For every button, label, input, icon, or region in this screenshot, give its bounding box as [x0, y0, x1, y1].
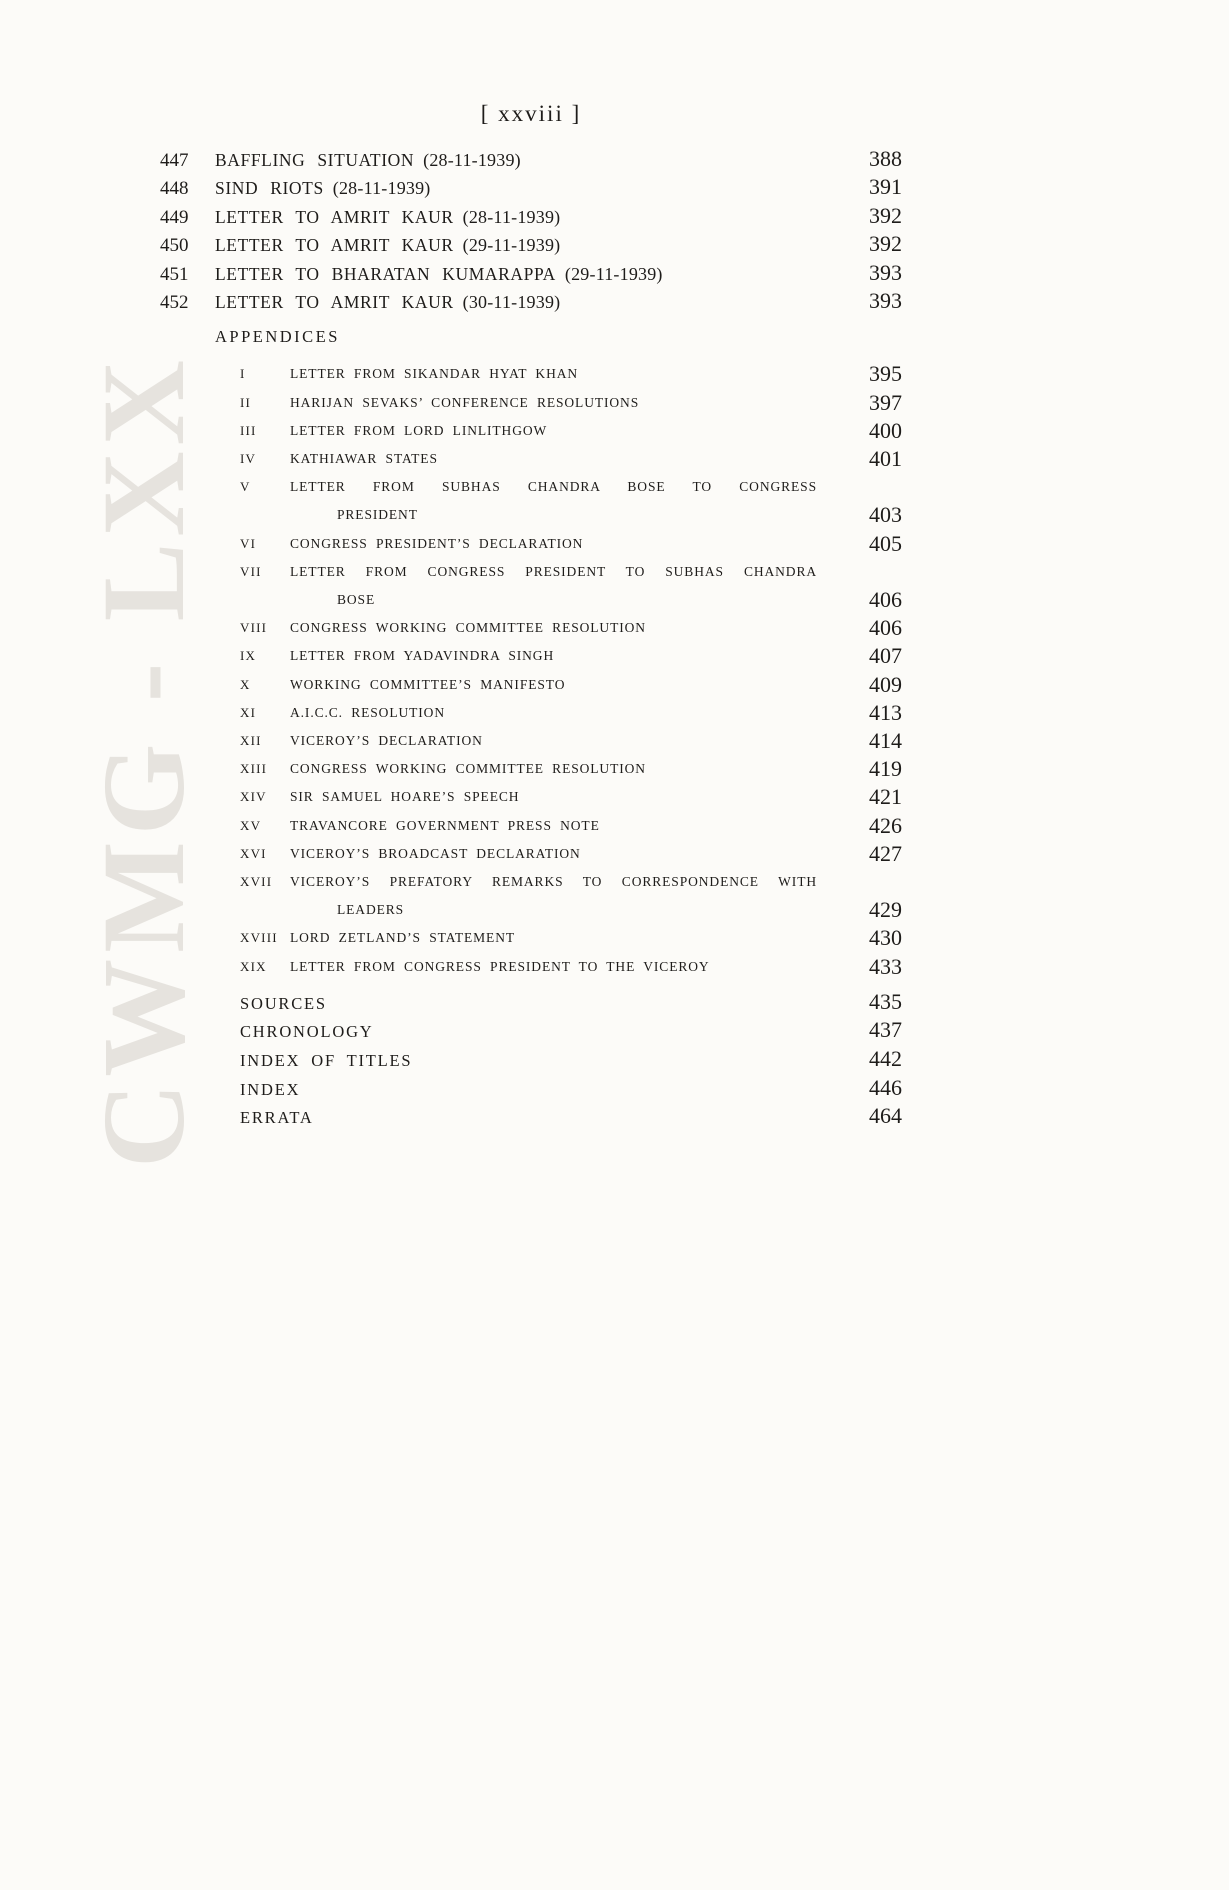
- appendix-row: [240, 417, 902, 445]
- toc-entry-row: [160, 174, 902, 203]
- appendix-page-number: 405: [869, 530, 902, 556]
- appendix-numeral: XV: [240, 817, 262, 833]
- appendix-numeral: IX: [240, 648, 257, 664]
- back-matter-page-number: 464: [869, 1103, 902, 1129]
- back-matter-title: SOURCES: [240, 993, 327, 1013]
- appendix-title-block: [290, 868, 817, 924]
- back-matter-row: [240, 1103, 902, 1132]
- appendix-title: VICEROY’S PREFATORY REMARKS TO CORRESPONDENCE WITH: [290, 874, 817, 890]
- appendix-title: LETTER FROM CONGRESS PRESIDENT TO SUBHAS CHANDRA: [290, 563, 817, 579]
- appendix-row: [240, 868, 902, 924]
- entry-date: (30-11-1939): [462, 292, 561, 313]
- toc-entry-list: [160, 146, 902, 317]
- appendix-page-number: 419: [869, 756, 902, 782]
- toc-entry-row: [160, 231, 902, 260]
- appendix-title: WORKING COMMITTEE’S MANIFESTO: [290, 676, 566, 692]
- entry-page-number: 392: [869, 202, 902, 228]
- entry-date: (28-11-1939): [462, 206, 561, 227]
- appendix-title-block: [290, 812, 817, 840]
- appendix-numeral: XI: [240, 704, 257, 720]
- appendix-numeral: XVIII: [240, 930, 278, 946]
- appendix-page-number: 430: [869, 925, 902, 951]
- appendix-numeral: XIV: [240, 789, 267, 805]
- appendix-row: [240, 783, 902, 811]
- appendix-page-number: 414: [869, 728, 902, 754]
- appendix-page-number: 406: [869, 587, 902, 613]
- entry-page-number: 388: [869, 145, 902, 171]
- appendix-title: CONGRESS WORKING COMMITTEE RESOLUTION: [290, 761, 646, 777]
- back-matter-page-number: 442: [869, 1046, 902, 1072]
- appendix-row: [240, 924, 902, 952]
- appendix-row: [240, 360, 902, 388]
- appendix-row: [240, 642, 902, 670]
- entry-page-number: 393: [869, 288, 902, 314]
- entry-date: (29-11-1939): [564, 263, 663, 284]
- appendix-title-block: [290, 360, 817, 388]
- appendix-row: [240, 473, 902, 529]
- appendix-title-block: [290, 614, 817, 642]
- appendix-numeral: XVII: [240, 874, 273, 890]
- entry-title: LETTER TO BHARATAN KUMARAPPA: [215, 263, 556, 284]
- appendix-title-block: [290, 953, 817, 981]
- entry-date: (28-11-1939): [423, 149, 521, 170]
- appendix-title: HARIJAN SEVAKS’ CONFERENCE RESOLUTIONS: [290, 394, 640, 410]
- appendix-title: LETTER FROM CONGRESS PRESIDENT TO THE VICEROY: [290, 958, 710, 974]
- appendix-title-continuation: LEADERS: [337, 902, 405, 918]
- appendix-page-number: 427: [869, 840, 902, 866]
- appendix-numeral: IV: [240, 451, 257, 466]
- back-matter-page-number: 446: [869, 1074, 902, 1100]
- appendix-page-number: 407: [869, 643, 902, 669]
- back-matter-row: [240, 989, 902, 1018]
- entry-title: SIND RIOTS: [215, 178, 324, 199]
- toc-entry-row: [160, 288, 902, 317]
- entry-number: 452: [160, 292, 189, 314]
- appendix-row: [240, 840, 902, 868]
- back-matter-page-number: 435: [869, 988, 902, 1014]
- appendix-title-block: [290, 473, 817, 529]
- toc-entry-row: [160, 146, 902, 175]
- appendix-row: [240, 953, 902, 981]
- appendix-numeral: XII: [240, 733, 262, 749]
- appendix-title-block: [290, 417, 817, 445]
- appendix-row: [240, 445, 902, 473]
- appendix-title-block: [290, 642, 817, 670]
- appendices-heading: APPENDICES: [215, 326, 340, 346]
- entry-title: LETTER TO AMRIT KAUR: [215, 235, 454, 256]
- appendix-numeral: III: [240, 422, 257, 438]
- entry-title: BAFFLING SITUATION: [215, 149, 415, 170]
- appendix-row: [240, 614, 902, 642]
- back-matter-row: [240, 1017, 902, 1046]
- appendix-title: LETTER FROM LORD LINLITHGOW: [290, 422, 548, 438]
- appendix-title: VICEROY’S BROADCAST DECLARATION: [290, 845, 581, 861]
- appendix-page-number: 403: [869, 502, 902, 528]
- appendix-title-block: [290, 840, 817, 868]
- appendix-title-block: [290, 530, 817, 558]
- back-matter-page-number: 437: [869, 1017, 902, 1043]
- appendix-title: SIR SAMUEL HOARE’S SPEECH: [290, 789, 520, 805]
- appendix-title: LORD ZETLAND’S STATEMENT: [290, 930, 516, 946]
- entry-number: 447: [160, 149, 189, 171]
- back-matter-row: [240, 1046, 902, 1075]
- entry-date: (28-11-1939): [332, 178, 431, 199]
- appendix-title-continuation: PRESIDENT: [337, 507, 418, 523]
- appendix-title-block: [290, 783, 817, 811]
- appendix-page-number: 400: [869, 417, 902, 443]
- appendix-title: CONGRESS WORKING COMMITTEE RESOLUTION: [290, 620, 646, 636]
- appendix-title-block: [290, 558, 817, 614]
- entry-page-number: 391: [869, 174, 902, 200]
- back-matter-title: ERRATA: [240, 1108, 314, 1128]
- appendix-title: LETTER FROM SUBHAS CHANDRA BOSE TO CONGRESS: [290, 479, 817, 495]
- entry-number: 448: [160, 178, 189, 200]
- appendix-title-block: [290, 924, 817, 952]
- entry-page-number: 392: [869, 231, 902, 257]
- appendix-page-number: 421: [869, 784, 902, 810]
- appendix-numeral: XVI: [240, 845, 267, 861]
- appendix-title: CONGRESS PRESIDENT’S DECLARATION: [290, 535, 584, 551]
- appendix-row: [240, 389, 902, 417]
- appendix-title: TRAVANCORE GOVERNMENT PRESS NOTE: [290, 817, 600, 833]
- appendix-title-block: [290, 389, 817, 417]
- entry-number: 450: [160, 235, 189, 257]
- appendix-title: LETTER FROM SIKANDAR HYAT KHAN: [290, 366, 579, 382]
- entry-number: 451: [160, 263, 189, 285]
- appendix-page-number: 429: [869, 897, 902, 923]
- appendix-row: [240, 727, 902, 755]
- appendix-numeral: VI: [240, 535, 257, 551]
- appendix-title: VICEROY’S DECLARATION: [290, 733, 483, 749]
- appendix-page-number: 409: [869, 671, 902, 697]
- appendix-title: KATHIAWAR STATES: [290, 451, 438, 466]
- appendix-numeral: XIII: [240, 761, 268, 777]
- appendix-page-number: 406: [869, 615, 902, 641]
- appendix-page-number: 397: [869, 389, 902, 415]
- appendix-row: [240, 755, 902, 783]
- appendix-list: [160, 360, 902, 980]
- back-matter-list: [160, 989, 902, 1132]
- appendix-numeral: V: [240, 479, 251, 495]
- appendix-row: [240, 699, 902, 727]
- appendix-numeral: XIX: [240, 958, 267, 974]
- appendix-page-number: 426: [869, 812, 902, 838]
- back-matter-title: CHRONOLOGY: [240, 1022, 374, 1042]
- appendix-title-block: [290, 755, 817, 783]
- appendix-row: [240, 671, 902, 699]
- appendix-page-number: 433: [869, 953, 902, 979]
- appendix-page-number: 401: [869, 446, 902, 471]
- appendix-numeral: VIII: [240, 620, 268, 636]
- appendix-title-continuation: BOSE: [337, 592, 376, 608]
- appendix-title-block: [290, 671, 817, 699]
- toc-entry-row: [160, 203, 902, 232]
- appendix-title: A.I.C.C. RESOLUTION: [290, 704, 445, 720]
- appendix-row: [240, 812, 902, 840]
- entry-title: LETTER TO AMRIT KAUR: [215, 292, 454, 313]
- appendix-title-block: [290, 445, 817, 473]
- appendix-row: [240, 558, 902, 614]
- appendix-row: [240, 530, 902, 558]
- back-matter-title: INDEX OF TITLES: [240, 1051, 413, 1071]
- watermark-text: CWMG - LXX: [78, 354, 209, 1168]
- appendix-page-number: 395: [869, 361, 902, 387]
- appendix-title-block: [290, 727, 817, 755]
- entry-number: 449: [160, 206, 189, 228]
- table-of-contents: [160, 100, 902, 1132]
- entry-date: (29-11-1939): [462, 235, 561, 256]
- appendix-numeral: VII: [240, 563, 262, 579]
- appendix-numeral: X: [240, 676, 251, 692]
- entry-title: LETTER TO AMRIT KAUR: [215, 206, 454, 227]
- appendix-page-number: 413: [869, 699, 902, 725]
- appendix-numeral: II: [240, 394, 252, 410]
- appendix-title: LETTER FROM YADAVINDRA SINGH: [290, 648, 555, 664]
- appendix-title-block: [290, 699, 817, 727]
- toc-entry-row: [160, 260, 902, 289]
- page-number-header: [ xxviii ]: [480, 101, 582, 126]
- back-matter-row: [240, 1075, 902, 1104]
- back-matter-title: INDEX: [240, 1079, 301, 1099]
- appendix-numeral: I: [240, 366, 246, 382]
- entry-page-number: 393: [869, 259, 902, 285]
